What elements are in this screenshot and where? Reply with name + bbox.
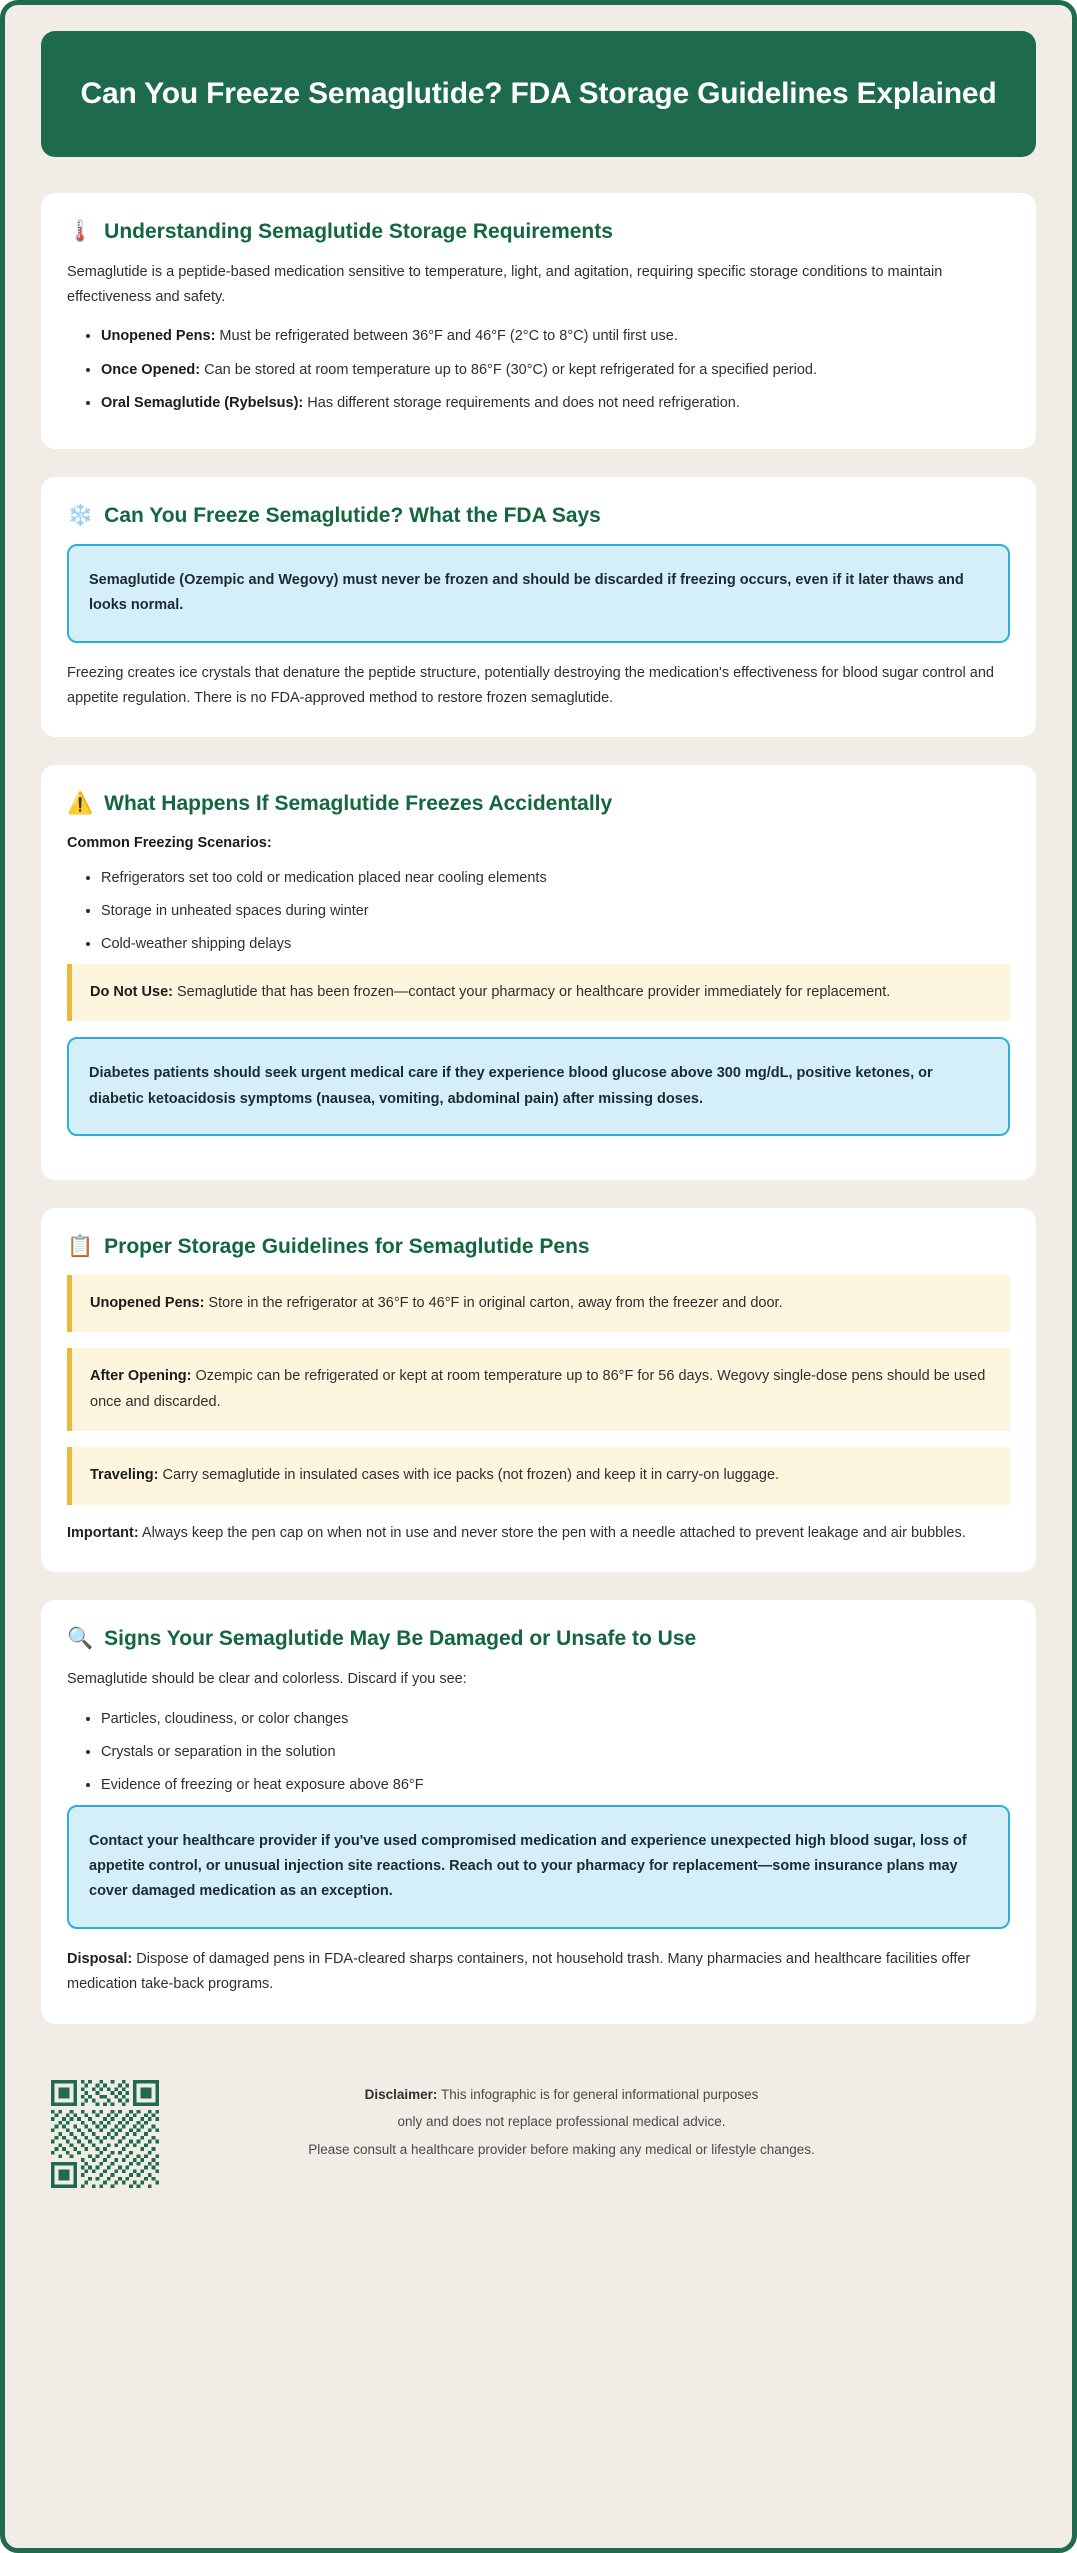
contact-provider-callout	[67, 1805, 1010, 1929]
section-accidental-freezing	[41, 765, 1036, 1180]
section-header	[67, 791, 1010, 816]
guideline-unopened-pens	[67, 1275, 1010, 1332]
highlight-callout	[67, 544, 1010, 643]
clipboard-icon: 📋	[67, 1234, 94, 1258]
section-title: Can You Freeze Semaglutide? What the FDA Says	[104, 503, 601, 527]
callout-label: After Opening:	[90, 1368, 192, 1385]
list-item-label: Once Opened:	[101, 361, 201, 378]
qr-code	[51, 2080, 159, 2188]
section-header	[67, 1234, 1010, 1259]
section-header	[67, 219, 1010, 244]
section-intro: Semaglutide should be clear and colorless. Discard if you see:	[67, 1671, 467, 1688]
list-item-text: Can be stored at room temperature up to 86°F (30°C) or kept refrigerated for a specified period.	[200, 361, 817, 378]
page-title: Can You Freeze Semaglutide? FDA Storage Guidelines Explained	[80, 77, 997, 110]
section-fda-freezing	[41, 477, 1036, 738]
list-item-label: Oral Semaglutide (Rybelsus):	[101, 395, 304, 412]
section-damage-signs	[41, 1600, 1036, 2024]
disclaimer-line-2: only and does not replace professional medical advice.	[397, 2114, 726, 2130]
list-item-text: Has different storage requirements and does not need refrigeration.	[303, 395, 740, 412]
callout-label: Unopened Pens:	[90, 1295, 205, 1312]
section-title: Understanding Semaglutide Storage Requirements	[104, 219, 613, 243]
section-header	[67, 1626, 1010, 1651]
disclaimer-line-1	[183, 2084, 940, 2106]
urgent-care-callout	[67, 1037, 1010, 1136]
section-paragraph: Freezing creates ice crystals that denature the peptide structure, potentially destroying the medication's effectiveness for blood sugar control and appetite regulation. There is no FDA-approved method to restore frozen semaglutide.	[67, 664, 994, 706]
section-intro: Semaglutide is a peptide-based medication sensitive to temperature, light, and agitation, requiring specific storage conditions to maintain effectiveness and safety.	[67, 263, 943, 306]
section-title: What Happens If Semaglutide Freezes Accidentally	[104, 792, 613, 816]
important-label: Important:	[67, 1524, 139, 1541]
list-item-text: Must be refrigerated between 36°F and 46°F (2°C to 8°C) until first use.	[215, 328, 678, 345]
list-item: • Particles, cloudiness, or color changes	[101, 1707, 1010, 1732]
snowflake-icon: ❄️	[67, 503, 94, 527]
disclaimer	[183, 2080, 1030, 2161]
section-subheading: Common Freezing Scenarios:	[67, 835, 272, 852]
callout-text: Semaglutide that has been frozen—contact your pharmacy or healthcare provider immediately for replacement.	[172, 983, 891, 1000]
disposal-text: Dispose of damaged pens in FDA-cleared sharps containers, not household trash. Many pharmacies and healthcare facilities offer medication take-back programs.	[67, 1950, 971, 1993]
list-item: • Cold-weather shipping delays	[101, 932, 1010, 957]
highlight-text: Diabetes patients should seek urgent medical care if they experience blood glucose above 300 mg/dL, positive ketones, or diabetic ketoacidosis symptoms (nausea, vomiting, abdominal pain) after missing doses.	[89, 1065, 933, 1107]
section-header	[67, 503, 1010, 528]
callout-text: Store in the refrigerator at 36°F to 46°F in original carton, away from the freezer and door.	[204, 1295, 783, 1312]
storage-requirements-list	[67, 324, 1010, 416]
callout-paragraph	[90, 1463, 992, 1488]
highlight-text: Contact your healthcare provider if you've used compromised medication and experience unexpected high blood sugar, loss of appetite control, or unusual injection site reactions. Reach out to your pharmacy for replacement—some insurance plans may cover damaged medication as an exception.	[89, 1832, 967, 1900]
damage-signs-list	[67, 1707, 1010, 1799]
callout-label: Do Not Use:	[90, 983, 173, 1000]
footer	[41, 2052, 1036, 2218]
disclaimer-line-3: Please consult a healthcare provider before making any medical or lifestyle changes.	[308, 2141, 815, 2157]
callout-text: Ozempic can be refrigerated or kept at room temperature up to 86°F for 56 days. Wegovy single-dose pens should be used once and discarded.	[90, 1368, 986, 1410]
title-banner	[41, 31, 1036, 157]
callout-label: Traveling:	[90, 1467, 159, 1484]
callout-paragraph	[90, 980, 992, 1005]
freezing-scenarios-list	[67, 866, 1010, 958]
highlight-text: Semaglutide (Ozempic and Wegovy) must never be frozen and should be discarded if freezing occurs, even if it later thaws and looks normal.	[89, 571, 964, 614]
disposal-note	[67, 1947, 1010, 1998]
section-storage-requirements	[41, 193, 1036, 449]
guideline-traveling	[67, 1447, 1010, 1504]
callout-text: Carry semaglutide in insulated cases with ice packs (not frozen) and keep it in carry-on luggage.	[158, 1467, 780, 1484]
warning-triangle-icon: ⚠️	[67, 792, 94, 816]
disposal-label: Disposal:	[67, 1950, 133, 1967]
callout-paragraph	[90, 1364, 992, 1415]
list-item	[101, 358, 1010, 383]
do-not-use-callout	[67, 964, 1010, 1021]
magnifying-glass-icon: 🔍	[67, 1627, 94, 1651]
list-item: • Evidence of freezing or heat exposure above 86°F	[101, 1773, 1010, 1798]
important-text: Always keep the pen cap on when not in use and never store the pen with a needle attached to prevent leakage and air bubbles.	[138, 1524, 966, 1541]
section-title: Signs Your Semaglutide May Be Damaged or Unsafe to Use	[104, 1626, 697, 1650]
list-item: • Crystals or separation in the solution	[101, 1740, 1010, 1765]
disclaimer-label: Disclaimer:	[364, 2086, 438, 2102]
list-item	[101, 324, 1010, 349]
disclaimer-text-1: This infographic is for general informational purposes	[437, 2086, 759, 2102]
list-item: • Refrigerators set too cold or medication placed near cooling elements	[101, 866, 1010, 891]
important-note	[67, 1521, 1010, 1546]
section-title: Proper Storage Guidelines for Semaglutide Pens	[104, 1234, 590, 1258]
list-item-label: Unopened Pens:	[101, 328, 216, 345]
list-item: • Storage in unheated spaces during winter	[101, 899, 1010, 924]
thermometer-icon: 🌡️	[67, 219, 94, 243]
callout-paragraph	[90, 1291, 992, 1316]
guideline-after-opening	[67, 1348, 1010, 1431]
list-item	[101, 391, 1010, 416]
section-storage-guidelines	[41, 1208, 1036, 1572]
